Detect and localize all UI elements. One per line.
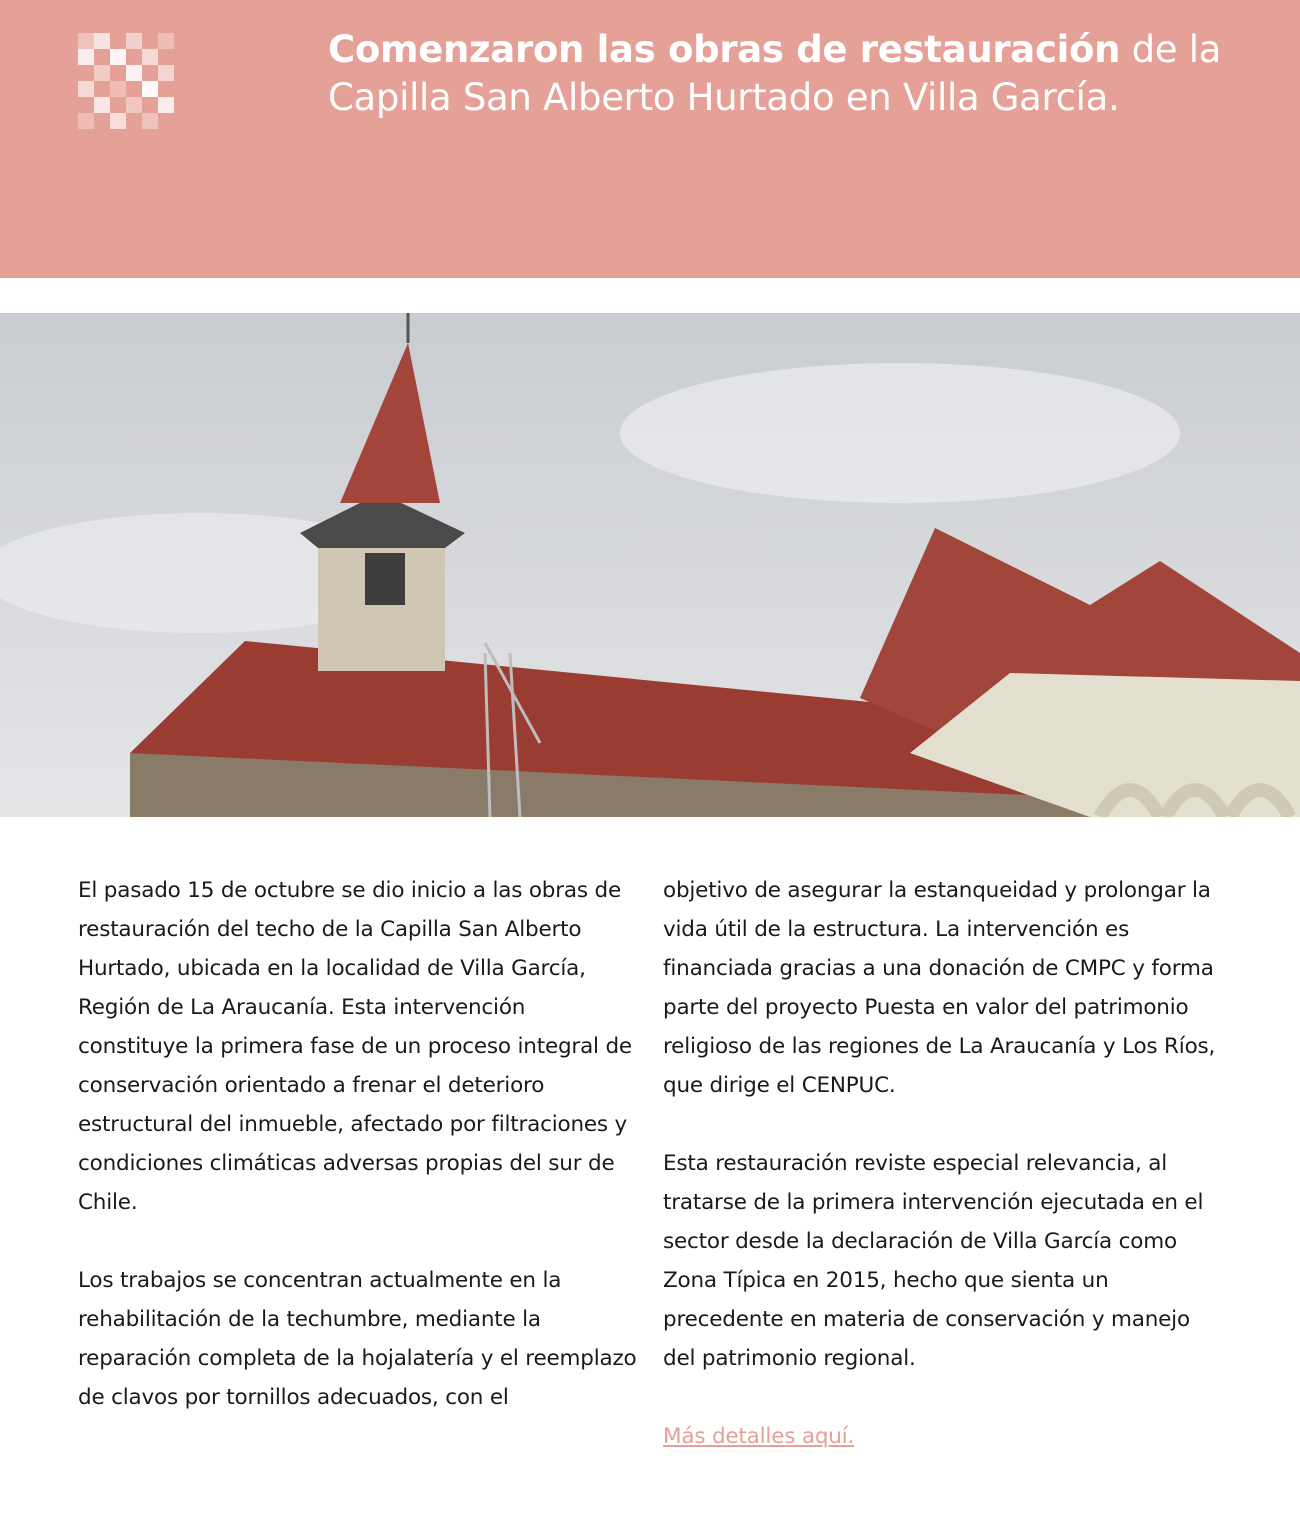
chapel-photo: [0, 313, 1300, 817]
header-banner: [0, 0, 1300, 278]
paragraph: Los trabajos se concentran actualmente en la rehabilitación de la techumbre, mediante la reparación completa de la hojalatería y el reemplazo de clavos por tornillos adecuados, con el: [78, 1268, 637, 1410]
paragraph: Esta restauración reviste especial relevancia, al tratarse de la primera intervención ejecutada en el sector desde la declaración de Villa García como Zona Típica en 2015, hecho que sienta un precedente en materia de conservación y manejo del patrimonio regional.: [663, 1151, 1204, 1371]
more-details-link[interactable]: Más detalles aquí.: [663, 1424, 855, 1449]
article-column-left: [78, 871, 638, 1456]
page-title: [328, 26, 1268, 122]
article-column-right: [663, 871, 1223, 1495]
title-rest: de la Capilla San Alberto Hurtado en Villa García.: [328, 28, 1222, 119]
pixel-logo-icon: [78, 33, 174, 129]
paragraph: objetivo de asegurar la estanqueidad y prolongar la vida útil de la estructura. La intervención es financiada gracias a una donación de CMPC y forma parte del proyecto Puesta en valor del patrimonio religioso de las regiones de La Araucanía y Los Ríos, que dirige el CENPUC.: [663, 878, 1216, 1098]
paragraph: El pasado 15 de octubre se dio inicio a las obras de restauración del techo de la Capilla San Alberto Hurtado, ubicada en la localidad de Villa García, Región de La Araucanía. Esta intervención constituye la primera fase de un proceso integral de conservación orientado a frenar el deterioro estructural del inmueble, afectado por filtraciones y condiciones climáticas adversas propias del sur de Chile.: [78, 878, 632, 1215]
title-bold: Comenzaron las obras de restauración: [328, 28, 1121, 71]
